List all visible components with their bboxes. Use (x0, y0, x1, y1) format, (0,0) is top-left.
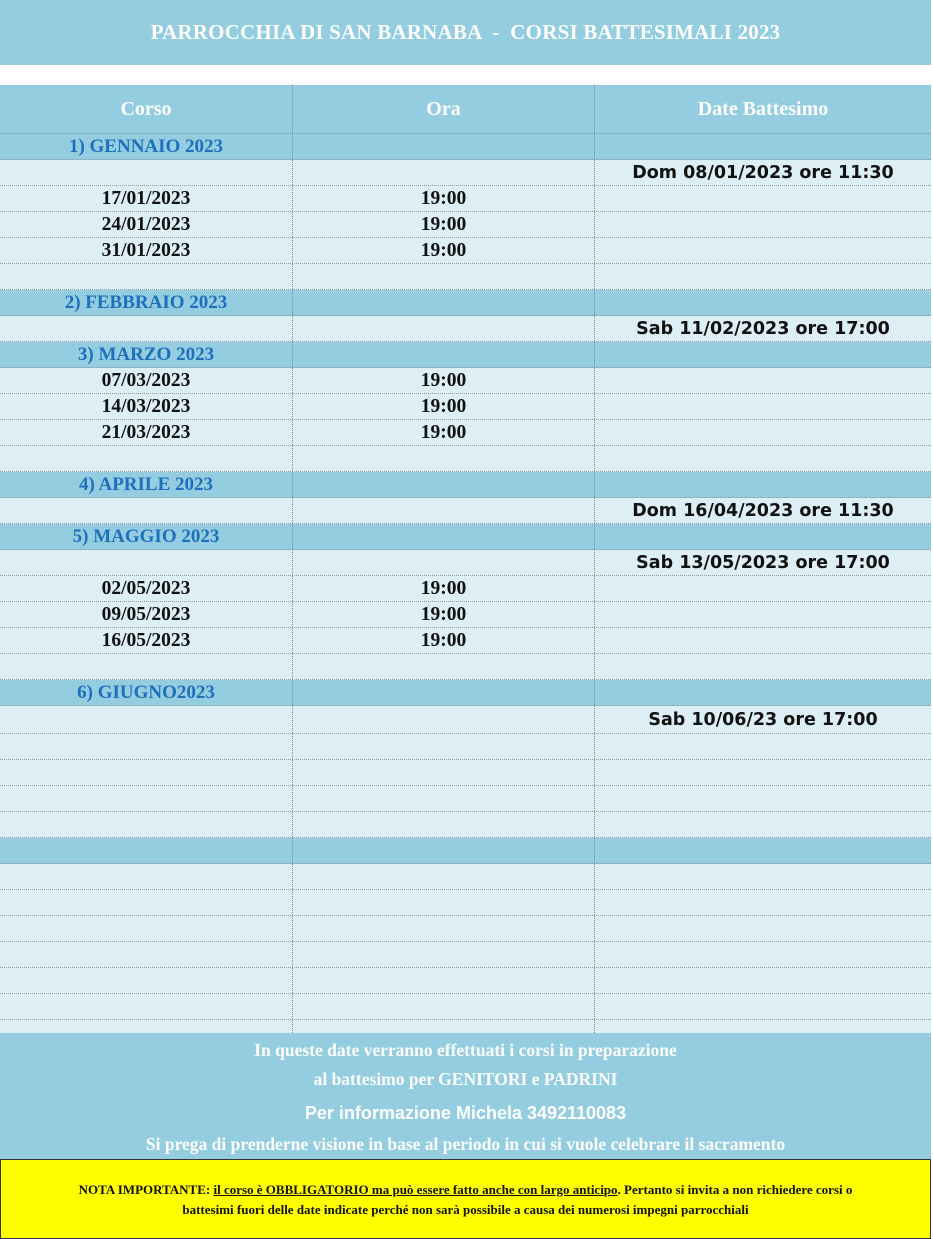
table-row (0, 160, 931, 186)
baptism-date-cell: Sab 11/02/2023 ore 17:00 (636, 318, 890, 339)
time-cell: 19:00 (293, 602, 595, 627)
course-date-cell (0, 706, 293, 733)
time-cell: 19:00 (293, 420, 595, 445)
course-date-cell (0, 550, 293, 575)
time-cell (293, 706, 595, 733)
table-body (0, 134, 931, 1046)
table-row (0, 734, 931, 760)
time-cell (293, 160, 595, 185)
table-row (0, 994, 931, 1020)
baptism-date-cell (595, 864, 931, 889)
table-row (0, 238, 931, 264)
important-note (0, 1159, 931, 1239)
column-header-ora: Ora (293, 85, 595, 133)
time-cell: 19:00 (293, 368, 595, 393)
course-date-cell: 17/01/2023 (0, 186, 293, 211)
time-cell (293, 760, 595, 785)
baptism-date-cell (595, 654, 931, 679)
time-cell (293, 498, 595, 523)
note-label: NOTA IMPORTANTE: (78, 1182, 211, 1197)
course-date-cell (0, 864, 293, 889)
time-cell: 19:00 (293, 576, 595, 601)
time-cell (293, 734, 595, 759)
course-date-cell: 02/05/2023 (0, 576, 293, 601)
table-row (0, 602, 931, 628)
baptism-date-cell (595, 734, 931, 759)
baptism-date-cell (595, 290, 931, 315)
baptism-date-cell (595, 524, 931, 549)
course-date-cell (0, 498, 293, 523)
time-cell: 19:00 (293, 238, 595, 263)
course-date-cell: 24/01/2023 (0, 212, 293, 237)
column-header-corso: Corso (0, 85, 293, 133)
time-cell: 19:00 (293, 628, 595, 653)
section-title: 6) GIUGNO2023 (0, 680, 293, 705)
baptism-date-cell (595, 576, 931, 601)
table-row (0, 394, 931, 420)
time-cell: 19:00 (293, 394, 595, 419)
table-row (0, 968, 931, 994)
baptism-date-cell (595, 238, 931, 263)
time-cell (293, 968, 595, 993)
table-header-row (0, 85, 931, 134)
baptism-date-cell (595, 838, 931, 863)
footer-info (0, 1033, 931, 1160)
column-header-date-battesimo: Date Battesimo (697, 97, 829, 120)
course-date-cell (0, 446, 293, 471)
course-date-cell (0, 654, 293, 679)
section-title: 4) APRILE 2023 (0, 472, 293, 497)
baptism-date-cell (595, 186, 931, 211)
baptism-date-cell (595, 628, 931, 653)
section-title (0, 838, 293, 863)
course-date-cell (0, 916, 293, 941)
note-line-1 (1, 1180, 930, 1200)
section-title: 2) FEBBRAIO 2023 (0, 290, 293, 315)
course-date-cell (0, 812, 293, 837)
baptism-date-cell (595, 680, 931, 705)
section-row (0, 290, 931, 316)
course-date-cell (0, 890, 293, 915)
table-row (0, 706, 931, 734)
table-row (0, 812, 931, 838)
table-row (0, 576, 931, 602)
baptism-date-cell (595, 446, 931, 471)
baptism-date-cell (595, 212, 931, 237)
footer-line-1: In queste date verranno effettuati i corsi in preparazione (254, 1040, 677, 1060)
course-date-cell: 14/03/2023 (0, 394, 293, 419)
time-cell (293, 786, 595, 811)
table-row (0, 760, 931, 786)
note-line-2: battesimi fuori delle date indicate perché non sarà possibile a causa dei numerosi impegni parrocchiali (182, 1202, 749, 1217)
schedule-table (0, 85, 931, 1046)
baptism-date-cell (595, 394, 931, 419)
baptism-date-cell (595, 968, 931, 993)
table-row (0, 264, 931, 290)
time-cell (293, 864, 595, 889)
course-date-cell: 31/01/2023 (0, 238, 293, 263)
section-row (0, 680, 931, 706)
note-underlined-text: il corso è OBBLIGATORIO ma può essere fatto anche con largo anticipo (213, 1182, 618, 1197)
time-cell (293, 654, 595, 679)
baptism-date-cell (595, 264, 931, 289)
time-cell (293, 838, 595, 863)
section-row (0, 838, 931, 864)
time-cell (293, 446, 595, 471)
baptism-date-cell (595, 420, 931, 445)
title-bar (0, 0, 931, 65)
table-row (0, 212, 931, 238)
course-date-cell (0, 316, 293, 341)
section-row (0, 342, 931, 368)
baptism-date-cell: Dom 16/04/2023 ore 11:30 (632, 500, 894, 521)
baptism-date-cell (595, 916, 931, 941)
course-date-cell (0, 264, 293, 289)
time-cell (293, 680, 595, 705)
baptism-date-cell (595, 602, 931, 627)
section-row (0, 524, 931, 550)
baptism-date-cell (595, 786, 931, 811)
baptism-date-cell (595, 812, 931, 837)
course-date-cell (0, 760, 293, 785)
time-cell (293, 942, 595, 967)
baptism-date-cell: Sab 10/06/23 ore 17:00 (648, 709, 878, 730)
baptism-date-cell (595, 890, 931, 915)
footer-line-2: al battesimo per GENITORI e PADRINI (313, 1069, 618, 1089)
table-row (0, 420, 931, 446)
time-cell (293, 890, 595, 915)
time-cell (293, 812, 595, 837)
course-date-cell (0, 786, 293, 811)
course-date-cell: 16/05/2023 (0, 628, 293, 653)
baptism-date-cell (595, 342, 931, 367)
time-cell (293, 472, 595, 497)
time-cell (293, 342, 595, 367)
baptism-date-cell (595, 368, 931, 393)
baptism-date-cell (595, 994, 931, 1019)
table-row (0, 654, 931, 680)
time-cell (293, 916, 595, 941)
course-date-cell: 21/03/2023 (0, 420, 293, 445)
note-continuation: . Pertanto si invita a non richiedere corsi o (617, 1182, 853, 1197)
course-date-cell (0, 968, 293, 993)
baptism-date-cell: Sab 13/05/2023 ore 17:00 (636, 552, 890, 573)
time-cell (293, 994, 595, 1019)
baptism-date-cell: Dom 08/01/2023 ore 11:30 (632, 162, 894, 183)
table-row (0, 498, 931, 524)
time-cell (293, 524, 595, 549)
course-date-cell (0, 994, 293, 1019)
time-cell: 19:00 (293, 212, 595, 237)
course-date-cell: 09/05/2023 (0, 602, 293, 627)
page-title: PARROCCHIA DI SAN BARNABA - CORSI BATTESIMALI 2023 (150, 20, 781, 44)
table-row (0, 890, 931, 916)
time-cell (293, 316, 595, 341)
time-cell (293, 134, 595, 159)
course-date-cell (0, 942, 293, 967)
footer-contact: Per informazione Michela 3492110083 (304, 1103, 627, 1123)
time-cell (293, 550, 595, 575)
time-cell: 19:00 (293, 186, 595, 211)
table-row (0, 916, 931, 942)
course-date-cell (0, 734, 293, 759)
section-title: 3) MARZO 2023 (0, 342, 293, 367)
table-row (0, 550, 931, 576)
table-row (0, 942, 931, 968)
course-date-cell: 07/03/2023 (0, 368, 293, 393)
table-row (0, 628, 931, 654)
baptism-date-cell (595, 942, 931, 967)
baptism-date-cell (595, 472, 931, 497)
table-row (0, 786, 931, 812)
section-row (0, 134, 931, 160)
table-row (0, 186, 931, 212)
table-row (0, 446, 931, 472)
section-title: 5) MAGGIO 2023 (0, 524, 293, 549)
time-cell (293, 290, 595, 315)
table-row (0, 864, 931, 890)
table-row (0, 316, 931, 342)
baptism-date-cell (595, 134, 931, 159)
footer-line-4: Si prega di prenderne visione in base al periodo in cui si vuole celebrare il sacramento (145, 1134, 786, 1154)
table-row (0, 368, 931, 394)
section-title: 1) GENNAIO 2023 (0, 134, 293, 159)
course-date-cell (0, 160, 293, 185)
time-cell (293, 264, 595, 289)
section-row (0, 472, 931, 498)
baptism-date-cell (595, 760, 931, 785)
